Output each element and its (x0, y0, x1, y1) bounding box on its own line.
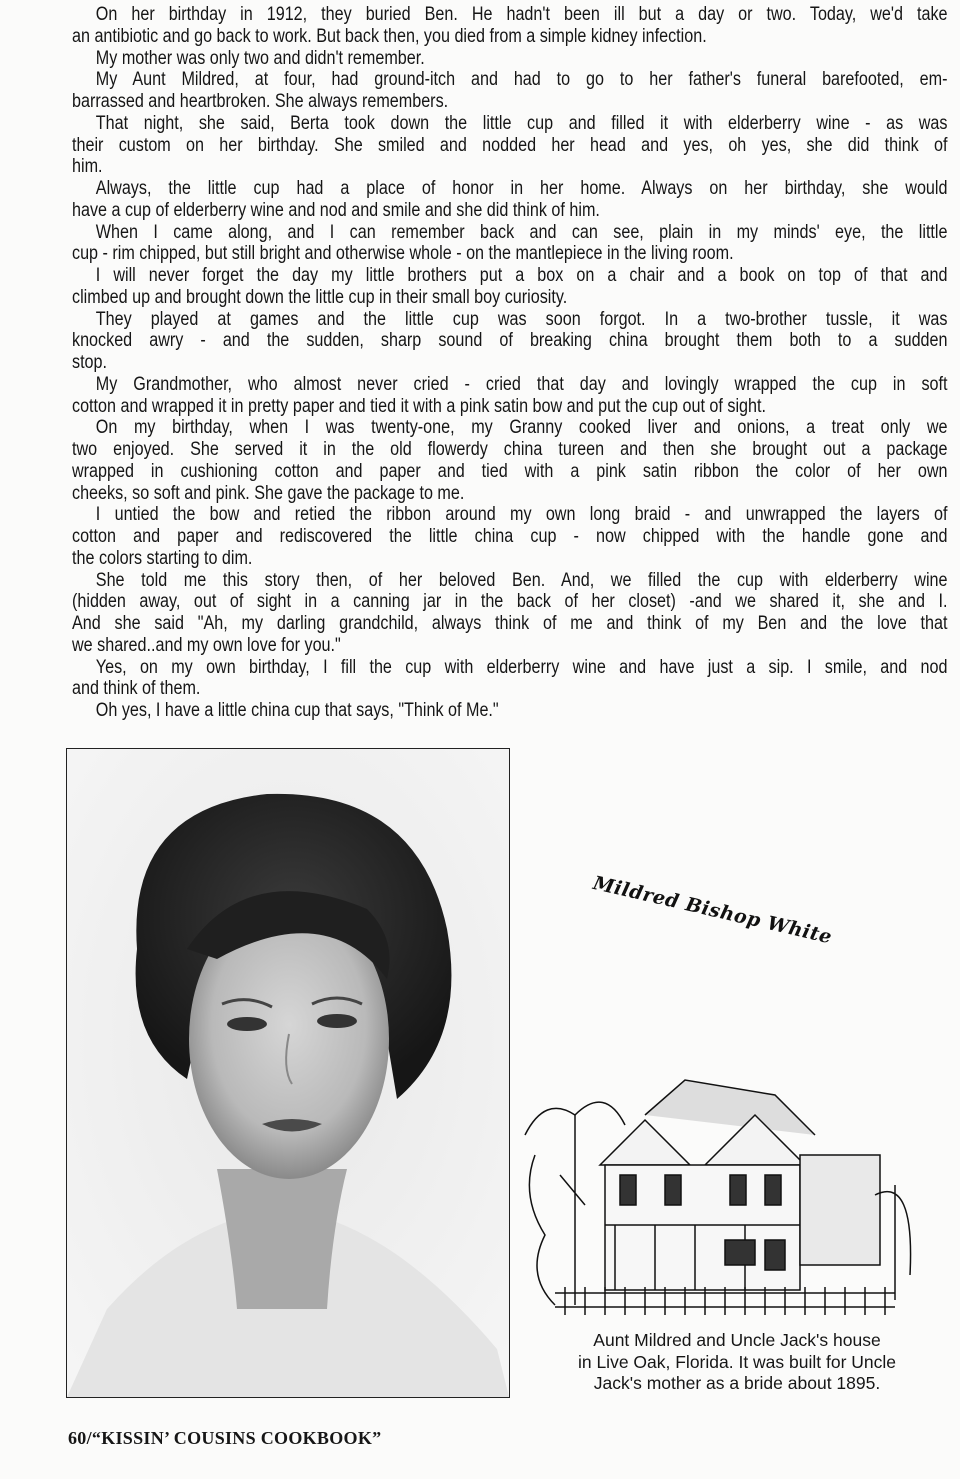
text-line: On my birthday, when I was twenty-one, my Granny cooked liver and onions, a treat only we (95, 417, 948, 439)
text-line: cup - rim chipped, but still bright and otherwise whole - on the mantlepiece in the living room. (72, 243, 734, 265)
text-line: My Grandmother, who almost never cried - cried that day and lovingly wrapped the cup in soft (95, 373, 948, 395)
house-caption (530, 1330, 944, 1395)
text-line: She told me this story then, of her beloved Ben. And, we filled the cup with elderberry wine (95, 569, 948, 591)
text-line: Oh yes, I have a little china cup that says, "Think of Me." (95, 700, 499, 721)
text-line: That night, she said, Berta took down the little cup and filled it with elderberry wine - as was (95, 112, 948, 134)
text-line: two enjoyed. She served it in the old flowerdy china tureen and then she brought out a package (72, 439, 948, 460)
caption-line: Aunt Mildred and Uncle Jack's house (593, 1330, 881, 1350)
text-line: climbed up and brought down the little cup in their small boy curiosity. (72, 286, 568, 308)
text-line: On her birthday in 1912, they buried Ben. He hadn't been ill but a day or two. Today, we'd take (95, 4, 948, 25)
text-line: I untied the bow and retied the ribbon around my own long braid - and unwrapped the layers of (95, 504, 948, 526)
text-line: I will never forget the day my little brothers put a box on a chair and a book on top of that and (95, 265, 948, 286)
text-line: cotton and wrapped it in pretty paper and tied it with a pink satin bow and put the cup out of sight. (72, 395, 766, 417)
text-line: knocked awry - and the sudden, sharp sound of breaking china brought them both to a sudden (72, 330, 948, 352)
text-line: (hidden away, out of sight in a canning jar in the back of her closet) -and we shared it, she and I. (72, 591, 948, 613)
text-line: we shared..and my own love for you." (72, 634, 341, 656)
text-line: My mother was only two and didn't remember. (95, 47, 425, 69)
text-line: have a cup of elderberry wine and nod and smile and she did think of him. (72, 199, 600, 221)
story-text (72, 4, 948, 722)
text-line: barrassed and heartbroken. She always remembers. (72, 91, 449, 112)
text-line: and think of them. (72, 678, 201, 700)
text-line: My Aunt Mildred, at four, had ground-itch and had to go to her father's funeral barefooted, em- (95, 69, 948, 91)
text-line: their custom on her birthday. She smiled and nodded her head and yes, oh yes, she did think of (72, 134, 948, 156)
text-line: When I came along, and I can remember back and can see, plain in my minds' eye, the little (95, 221, 948, 243)
text-line: him. (72, 156, 103, 178)
text-line: stop. (72, 352, 108, 373)
text-line: an antibiotic and go back to work. But back then, you died from a simple kidney infection. (72, 25, 707, 47)
text-line: Always, the little cup had a place of honor in her home. Always on her birthday, she would (95, 178, 948, 199)
portrait-photo (66, 748, 510, 1398)
page-footer: 60/“KISSIN’ COUSINS COOKBOOK” (68, 1428, 382, 1448)
text-line: They played at games and the little cup was soon forgot. In a two-brother tussle, it was (95, 308, 948, 330)
caption-line: in Live Oak, Florida. It was built for Uncle (577, 1351, 897, 1372)
caption-line: Jack's mother as a bride about 1895. (593, 1373, 881, 1393)
text-line: cheeks, so soft and pink. She gave the package to me. (72, 482, 465, 504)
signature: Mildred Bishop White (591, 872, 835, 949)
text-line: cotton and paper and rediscovered the little china cup - now chipped with the handle gone and (72, 526, 948, 547)
text-line: the colors starting to dim. (72, 547, 253, 569)
house-illustration (515, 1075, 920, 1320)
text-line: Yes, on my own birthday, I fill the cup with elderberry wine and have just a sip. I smile, and nod (95, 656, 948, 678)
text-line: And she said "Ah, my darling grandchild, always think of me and think of my Ben and the love that (72, 613, 948, 634)
text-line: wrapped in cushioning cotton and paper and tied with a pink satin ribbon the color of her own (72, 460, 948, 482)
